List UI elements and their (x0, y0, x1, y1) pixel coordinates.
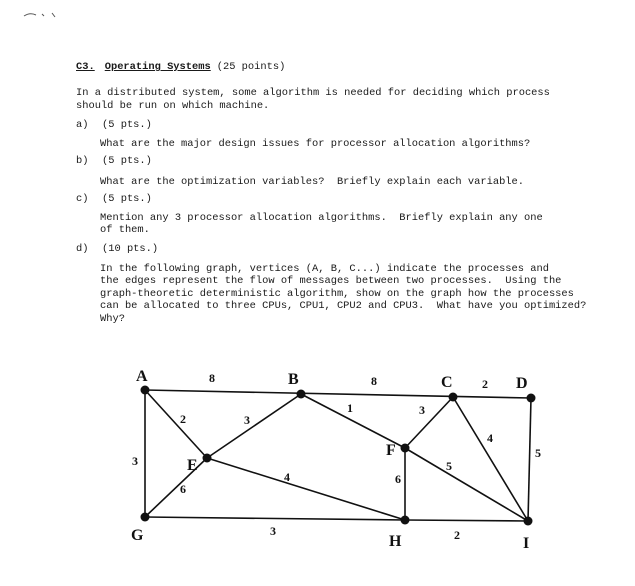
graph-edges (145, 390, 531, 521)
weight-b-e: 3 (244, 413, 250, 427)
edge-e-h (207, 458, 405, 520)
weight-f-i: 5 (446, 459, 452, 473)
question-points: (25 points) (216, 61, 286, 73)
part-a-points: (5 pts.) (102, 119, 152, 131)
weight-a-e: 2 (180, 412, 186, 426)
vertex-c (449, 393, 458, 402)
edge-b-f (301, 394, 405, 448)
vertex-i (524, 517, 533, 526)
edge-a-d (145, 390, 531, 398)
part-c-points: (5 pts.) (102, 193, 152, 205)
weight-e-h: 4 (284, 470, 290, 484)
part-d-question-line-4: can be allocated to three CPUs, CPU1, CPU2 and CPU3. What have you optimized? (100, 300, 587, 312)
graph-vertices (141, 386, 536, 526)
intro-line-1: In a distributed system, some algorithm is needed for deciding which process (76, 87, 550, 99)
weight-c-f: 3 (419, 403, 425, 417)
part-a-letter: a) (76, 119, 89, 131)
weight-c-d: 2 (482, 377, 488, 391)
edge-f-i (405, 448, 528, 521)
vertex-label-e: E (187, 457, 198, 474)
edge-b-e (207, 394, 301, 458)
weight-h-i: 2 (454, 528, 460, 542)
vertex-b (297, 390, 306, 399)
weight-b-f: 1 (347, 401, 353, 415)
vertex-label-a: A (136, 368, 148, 385)
vertex-e (203, 454, 212, 463)
part-d-letter: d) (76, 243, 89, 255)
part-c-letter: c) (76, 193, 89, 205)
intro-line-2: should be run on which machine. (76, 100, 270, 112)
edge-h-i (405, 520, 528, 521)
part-d-points: (10 pts.) (102, 243, 159, 255)
vertex-label-b: B (288, 371, 299, 388)
vertex-g (141, 513, 150, 522)
part-b-letter: b) (76, 155, 89, 167)
part-b-points: (5 pts.) (102, 155, 152, 167)
vertex-label-h: H (389, 533, 402, 550)
weight-f-h: 6 (395, 472, 401, 486)
weight-g-h: 3 (270, 524, 276, 538)
question-number: C3. (76, 61, 95, 73)
question-title: Operating Systems (104, 61, 211, 73)
vertex-label-g: G (131, 527, 144, 544)
edge-c-f (405, 397, 453, 448)
vertex-a (141, 386, 150, 395)
weight-c-i: 4 (487, 431, 493, 445)
vertex-label-d: D (516, 375, 528, 392)
part-c-question-line-1: Mention any 3 processor allocation algorithms. Briefly explain any one (100, 212, 543, 224)
weight-a-b: 8 (209, 371, 215, 385)
edge-g-h (145, 517, 405, 520)
part-a-question: What are the major design issues for processor allocation algorithms? (100, 138, 531, 150)
part-d-question-line-3: graph-theoretic deterministic algorithm, show on the graph how the processes (100, 288, 574, 300)
vertex-f (401, 444, 410, 453)
edge-d-i (528, 398, 531, 521)
part-d-question-line-1: In the following graph, vertices (A, B, C...) indicate the processes and (100, 263, 549, 275)
vertex-label-i: I (523, 535, 530, 552)
vertex-d (527, 394, 536, 403)
weight-e-g: 6 (180, 482, 186, 496)
part-d-question-line-2: the edges represent the flow of messages between two processes. Using the (100, 275, 562, 287)
vertex-label-c: C (441, 374, 453, 391)
edge-c-i (453, 397, 528, 521)
weight-b-c: 8 (371, 374, 377, 388)
part-b-question: What are the optimization variables? Briefly explain each variable. (100, 176, 525, 188)
vertex-label-f: F (386, 442, 396, 459)
weight-a-g: 3 (132, 454, 138, 468)
part-d-question-line-5: Why? (100, 313, 125, 325)
weight-d-i: 5 (535, 446, 541, 460)
edge-e-g (145, 458, 207, 517)
part-c-question-line-2: of them. (100, 224, 150, 236)
vertex-h (401, 516, 410, 525)
edge-a-e (145, 390, 207, 458)
